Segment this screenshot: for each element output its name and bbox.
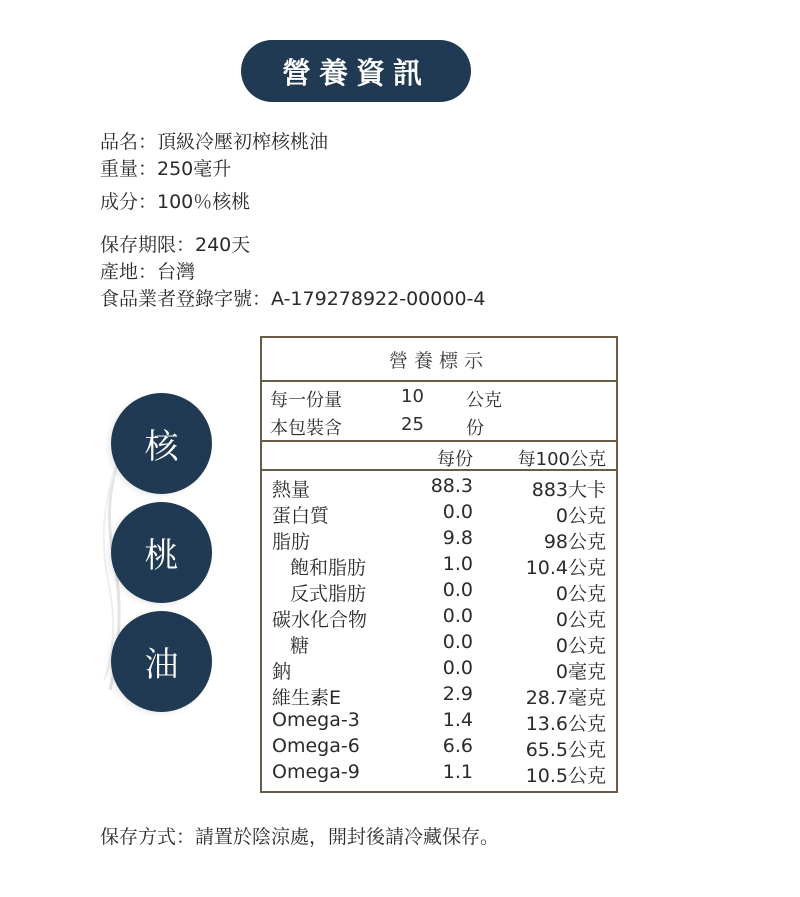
per-100g-value: 10.4公克 bbox=[525, 557, 606, 579]
nutrient-name: 鈉 bbox=[272, 661, 292, 683]
nutrient-name: 熱量 bbox=[272, 479, 311, 501]
per-100g-value: 0公克 bbox=[555, 583, 606, 605]
per-serving-value: 1.0 bbox=[442, 553, 473, 575]
nutrient-name: 糖 bbox=[290, 635, 310, 657]
badge-walnut-2: 桃 bbox=[111, 502, 212, 603]
per-serving-value: 9.8 bbox=[442, 527, 473, 549]
per-serving-value: 0.0 bbox=[442, 605, 473, 627]
nutrient-name: Omega-3 bbox=[272, 709, 360, 731]
product-info bbox=[100, 129, 328, 216]
product-weight: 重量：250毫升 bbox=[100, 158, 232, 180]
badge-oil: 油 bbox=[111, 611, 212, 712]
nutrient-row bbox=[262, 527, 616, 553]
nutrient-row bbox=[262, 579, 616, 605]
col-per-serving: 每份 bbox=[437, 449, 473, 470]
nutrient-row bbox=[262, 501, 616, 527]
origin: 產地：台灣 bbox=[100, 261, 196, 283]
nutrient-row bbox=[262, 761, 616, 787]
col-per-100g: 每100公克 bbox=[517, 449, 606, 470]
nutrition-title: 營養標示 bbox=[262, 338, 616, 382]
servings-label: 本包裝含 bbox=[270, 418, 342, 439]
product-info-2 bbox=[100, 232, 485, 313]
page-title: 營養資訊 bbox=[241, 40, 471, 102]
serving-value: 10 bbox=[401, 386, 424, 407]
nutrient-row bbox=[262, 683, 616, 709]
per-serving-value: 1.1 bbox=[442, 761, 473, 783]
serving-label: 每一份量 bbox=[270, 390, 342, 411]
shelf-life: 保存期限：240天 bbox=[100, 234, 251, 256]
per-100g-value: 28.7毫克 bbox=[525, 687, 606, 709]
nutrient-row bbox=[262, 657, 616, 683]
per-100g-value: 883大卡 bbox=[531, 479, 606, 501]
servings-value: 25 bbox=[401, 414, 424, 435]
nutrient-row bbox=[262, 475, 616, 501]
nutrient-name: 飽和脂肪 bbox=[290, 557, 367, 579]
storage-instructions: 保存方式：請置於陰涼處，開封後請冷藏保存。 bbox=[100, 826, 500, 848]
servings-unit: 份 bbox=[466, 418, 484, 439]
serving-unit: 公克 bbox=[466, 390, 502, 411]
nutrient-name: 脂肪 bbox=[272, 531, 311, 553]
nutrient-rows bbox=[262, 475, 616, 787]
nutrient-name: Omega-6 bbox=[272, 735, 360, 757]
nutrition-table bbox=[260, 336, 618, 793]
per-100g-value: 0公克 bbox=[555, 609, 606, 631]
nutrient-name: 反式脂肪 bbox=[290, 583, 367, 605]
badge-walnut-1: 核 bbox=[111, 393, 212, 494]
nutrient-row bbox=[262, 709, 616, 735]
per-serving-value: 0.0 bbox=[442, 631, 473, 653]
per-100g-value: 98公克 bbox=[543, 531, 606, 553]
nutrient-row bbox=[262, 631, 616, 657]
product-name: 品名：頂級冷壓初榨核桃油 bbox=[100, 131, 329, 153]
per-serving-value: 0.0 bbox=[442, 657, 473, 679]
product-ingredients: 成分：100％核桃 bbox=[100, 191, 251, 213]
nutrient-name: Omega-9 bbox=[272, 761, 360, 783]
nutrient-row bbox=[262, 553, 616, 579]
per-100g-value: 13.6公克 bbox=[525, 713, 606, 735]
per-serving-value: 2.9 bbox=[442, 683, 473, 705]
per-100g-value: 10.5公克 bbox=[525, 765, 606, 787]
nutrient-name: 維生素E bbox=[272, 687, 342, 709]
per-serving-value: 88.3 bbox=[430, 475, 473, 497]
per-100g-value: 0毫克 bbox=[555, 661, 606, 683]
nutrient-row bbox=[262, 605, 616, 631]
per-serving-value: 0.0 bbox=[442, 579, 473, 601]
nutrient-row bbox=[262, 735, 616, 761]
nutrient-name: 碳水化合物 bbox=[272, 609, 368, 631]
registration-number: 食品業者登錄字號：A-179278922-00000-4 bbox=[100, 288, 486, 310]
column-header bbox=[262, 440, 616, 471]
per-100g-value: 65.5公克 bbox=[525, 739, 606, 761]
per-serving-value: 0.0 bbox=[442, 501, 473, 523]
per-100g-value: 0公克 bbox=[555, 505, 606, 527]
per-serving-value: 6.6 bbox=[442, 735, 473, 757]
nutrient-name: 蛋白質 bbox=[272, 505, 330, 527]
per-serving-value: 1.4 bbox=[442, 709, 473, 731]
per-100g-value: 0公克 bbox=[555, 635, 606, 657]
